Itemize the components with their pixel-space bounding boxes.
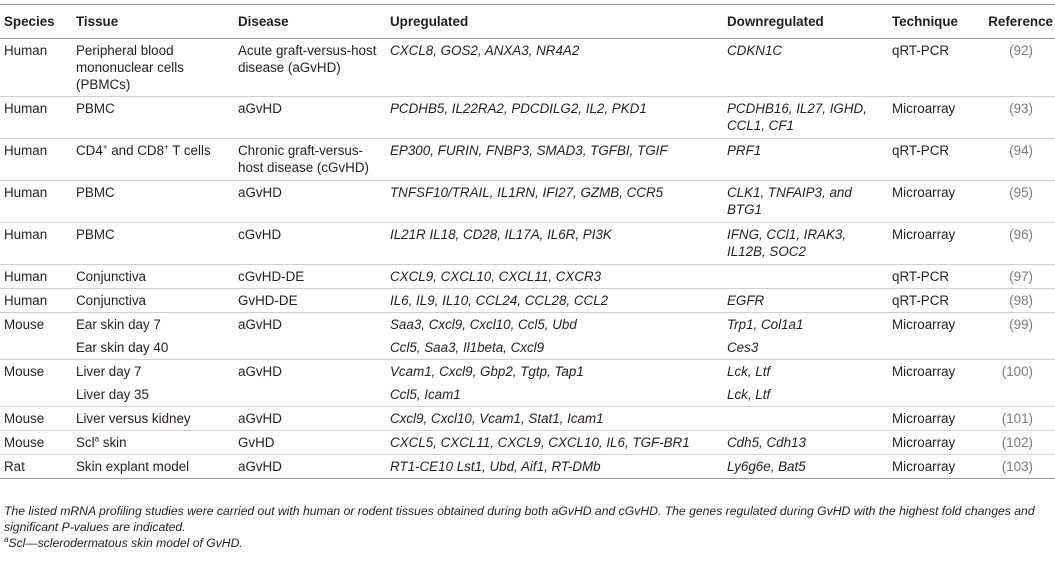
cell-downregulated: PCDHB16, IL27, IGHD, CCL1, CF1 xyxy=(723,97,888,139)
cell-disease: GvHD-DE xyxy=(234,289,386,313)
cell-tissue: PBMC xyxy=(72,181,234,223)
cell-technique xyxy=(888,383,978,407)
cell-reference: (100) xyxy=(978,360,1055,384)
cell-reference: (99) xyxy=(978,313,1055,337)
header-technique: Technique xyxy=(888,5,978,39)
cell-technique: Microarray xyxy=(888,431,978,455)
cell-technique: Microarray xyxy=(888,181,978,223)
cell-downregulated: CDKN1C xyxy=(727,43,783,58)
table-notes xyxy=(4,503,1049,551)
table-row xyxy=(0,97,1055,139)
cell-technique: Microarray xyxy=(888,223,978,265)
cell-reference: (95) xyxy=(978,181,1055,223)
cell-species: Mouse xyxy=(0,313,72,337)
table-row xyxy=(0,181,1055,223)
cell-disease: aGvHD xyxy=(234,181,386,223)
cell-technique: qRT-PCR xyxy=(888,139,978,181)
header-downregulated: Downregulated xyxy=(723,5,888,39)
cell-upregulated: Ccl5, Saa3, Il1beta, Cxcl9 xyxy=(390,340,545,355)
cell-tissue: Conjunctiva xyxy=(72,265,234,289)
cell-reference: (94) xyxy=(978,139,1055,181)
cell-technique: Microarray xyxy=(888,313,978,337)
cell-downregulated: EGFR xyxy=(723,289,888,313)
table-row xyxy=(0,431,1055,455)
cell-species: Mouse xyxy=(0,431,72,455)
cell-reference xyxy=(978,383,1055,407)
cell-downregulated: IFNG, CCl1, IRAK3, IL12B, SOC2 xyxy=(723,223,888,265)
cell-disease xyxy=(234,383,386,407)
cell-upregulated: TNFSF10/TRAIL, IL1RN, IFI27, GZMB, CCR5 xyxy=(386,181,723,223)
cell-downregulated: Cdh5, Cdh13 xyxy=(723,431,888,455)
cell-upregulated: PCDHB5, IL22RA2, PDCDILG2, IL2, PKD1 xyxy=(386,97,723,139)
cell-upregulated: CXCL5, CXCL11, CXCL9, CXCL10, IL6, TGF-BR1 xyxy=(386,431,723,455)
cell-tissue: Conjunctiva xyxy=(72,289,234,313)
cell-disease xyxy=(234,336,386,360)
cell-upregulated: RT1-CE10 Lst1, Ubd, Aif1, RT-DMb xyxy=(386,455,723,479)
cell-upregulated: IL6, IL9, IL10, CCL24, CCL28, CCL2 xyxy=(386,289,723,313)
header-species: Species xyxy=(0,5,72,39)
cell-species: Rat xyxy=(0,455,72,479)
table-row xyxy=(0,407,1055,431)
cell-technique: qRT-PCR xyxy=(888,265,978,289)
cell-tissue: Ear skin day 7 xyxy=(72,313,234,337)
cell-tissue: Skin explant model xyxy=(72,455,234,479)
cell-technique: qRT-PCR xyxy=(892,43,950,58)
cell-species xyxy=(0,336,72,360)
table-row xyxy=(0,383,1055,407)
cell-species: Human xyxy=(0,139,72,181)
cell-downregulated: Ces3 xyxy=(727,340,759,355)
cell-species: Human xyxy=(0,97,72,139)
table-footnote: $^a$Scl—sclerodermatous skin model of GvHD. xyxy=(4,534,243,550)
cell-downregulated: Ly6g6e, Bat5 xyxy=(723,455,888,479)
cell-species: Mouse xyxy=(0,360,72,384)
cell-species xyxy=(0,383,72,407)
header-disease: Disease xyxy=(234,5,386,39)
table-row xyxy=(0,455,1055,479)
cell-downregulated xyxy=(723,407,888,431)
cell-disease: GvHD xyxy=(234,431,386,455)
header-tissue: Tissue xyxy=(72,5,234,39)
table-row xyxy=(0,313,1055,337)
cell-reference: (101) xyxy=(978,407,1055,431)
table-row xyxy=(0,289,1055,313)
table-row xyxy=(0,39,1055,97)
cell-disease: cGvHD-DE xyxy=(234,265,386,289)
cell-disease: Chronic graft-versus-host disease (cGvHD) xyxy=(234,139,386,181)
cell-tissue: Liver day 35 xyxy=(76,387,149,402)
cell-technique: Microarray xyxy=(888,360,978,384)
cell-reference: (97) xyxy=(978,265,1055,289)
cell-species: Human xyxy=(0,223,72,265)
cell-species: Human xyxy=(0,289,72,313)
cell-disease: Acute graft-versus-host disease (aGvHD) xyxy=(238,43,377,75)
cell-tissue: Liver versus kidney xyxy=(72,407,234,431)
cell-technique: Microarray xyxy=(888,97,978,139)
cell-disease: aGvHD xyxy=(234,97,386,139)
gene-expression-table xyxy=(0,4,1055,479)
cell-upregulated: Ccl5, Icam1 xyxy=(390,387,461,402)
cell-reference: (103) xyxy=(978,455,1055,479)
cell-disease: cGvHD xyxy=(234,223,386,265)
cell-downregulated: PRF1 xyxy=(723,139,888,181)
cell-disease: aGvHD xyxy=(234,360,386,384)
cell-reference: (93) xyxy=(978,97,1055,139)
cell-downregulated: Trp1, Col1a1 xyxy=(723,313,888,337)
cell-upregulated: Cxcl9, Cxcl10, Vcam1, Stat1, Icam1 xyxy=(386,407,723,431)
cell-upregulated: Saa3, Cxcl9, Cxcl10, Ccl5, Ubd xyxy=(386,313,723,337)
table-row xyxy=(0,360,1055,384)
cell-tissue: Liver day 7 xyxy=(72,360,234,384)
cell-upregulated: IL21R IL18, CD28, IL17A, IL6R, PI3K xyxy=(386,223,723,265)
cell-tissue: Scl$^a$ skin xyxy=(72,431,234,455)
cell-technique: qRT-PCR xyxy=(888,289,978,313)
cell-disease: aGvHD xyxy=(234,407,386,431)
cell-technique: Microarray xyxy=(888,455,978,479)
cell-disease: aGvHD xyxy=(234,455,386,479)
cell-upregulated: CXCL8, GOS2, ANXA3, NR4A2 xyxy=(390,43,580,58)
cell-species: Human xyxy=(0,265,72,289)
cell-reference: (92) xyxy=(1009,43,1033,58)
table-row xyxy=(0,265,1055,289)
cell-downregulated: CLK1, TNFAIP3, and BTG1 xyxy=(723,181,888,223)
cell-reference: (98) xyxy=(978,289,1055,313)
table-caption: The listed mRNA profiling studies were carried out with human or rodent tissues obtained during both aGvHD and cGvHD. The genes regulated during GvHD with the highest fold changes and significant P-values are indicated. xyxy=(4,504,1035,534)
cell-tissue: Ear skin day 40 xyxy=(76,340,169,355)
cell-downregulated xyxy=(723,265,888,289)
cell-reference xyxy=(978,336,1055,360)
table-row xyxy=(0,139,1055,181)
cell-disease: aGvHD xyxy=(234,313,386,337)
cell-tissue: PBMC xyxy=(72,97,234,139)
cell-downregulated: Lck, Ltf xyxy=(723,360,888,384)
header-upregulated: Upregulated xyxy=(386,5,723,39)
cell-tissue: PBMC xyxy=(72,223,234,265)
header-reference: Reference xyxy=(978,5,1055,39)
cell-species: Mouse xyxy=(0,407,72,431)
cell-tissue: Peripheral blood mononuclear cells (PBMCs) xyxy=(76,43,184,92)
cell-species: Human xyxy=(0,181,72,223)
cell-technique xyxy=(888,336,978,360)
cell-upregulated: CXCL9, CXCL10, CXCL11, CXCR3 xyxy=(386,265,723,289)
table-row xyxy=(0,223,1055,265)
cell-technique: Microarray xyxy=(888,407,978,431)
cell-upregulated: Vcam1, Cxcl9, Gbp2, Tgtp, Tap1 xyxy=(386,360,723,384)
header-row xyxy=(0,5,1055,39)
table-row xyxy=(0,336,1055,360)
cell-reference: (102) xyxy=(978,431,1055,455)
cell-tissue: CD4+ and CD8+ T cells xyxy=(72,139,234,181)
cell-upregulated: EP300, FURIN, FNBP3, SMAD3, TGFBI, TGIF xyxy=(386,139,723,181)
cell-reference: (96) xyxy=(978,223,1055,265)
cell-downregulated: Lck, Ltf xyxy=(727,387,771,402)
cell-species: Human xyxy=(4,43,48,58)
